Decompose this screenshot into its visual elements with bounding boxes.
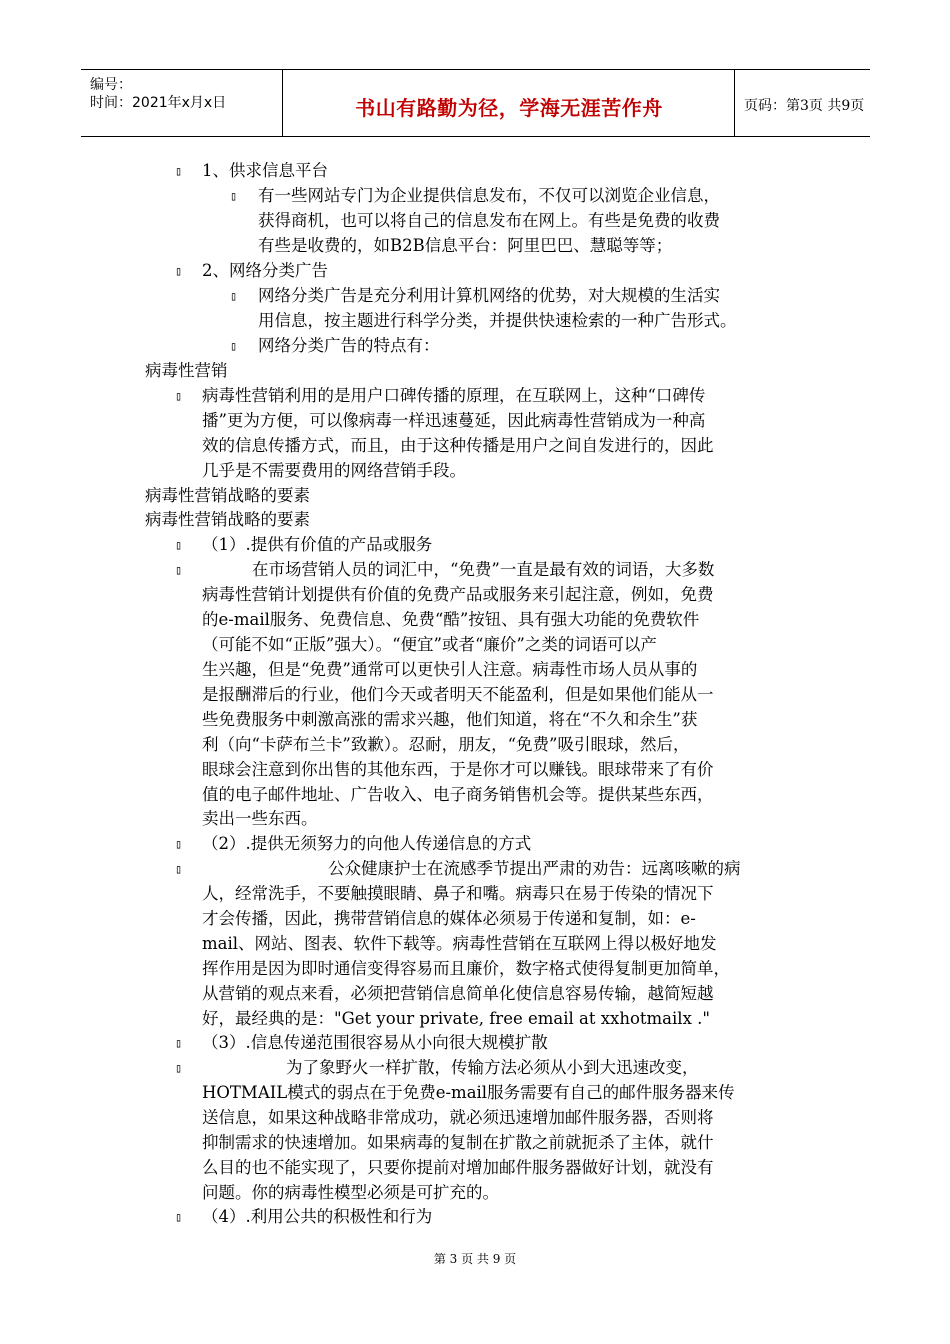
element1-line: 眼球会注意到你出售的其他东西，于是你才可以赚钱。眼球带来了有价: [202, 760, 714, 779]
bullet-icon: ▯: [230, 189, 238, 203]
bullet-icon: ▯: [175, 264, 183, 278]
element1-line: 卖出一些东西。: [202, 809, 318, 828]
element3-title: （3）.信息传递范围很容易从小向很大规模扩散: [202, 1033, 548, 1052]
element1-line: 利（向“卡萨布兰卡”致歉）。忍耐，朋友，“免费”吸引眼球，然后，: [202, 735, 690, 754]
number-label: 编号：: [90, 77, 132, 93]
element2-line: mail、网站、图表、软件下载等。病毒性营销在互联网上得以极好地发: [202, 934, 717, 953]
item1-line: 获得商机，也可以将自己的信息发布在网上。有些是免费的收费: [258, 211, 720, 230]
page-header: [81, 69, 870, 137]
bullet-icon: ▯: [230, 289, 238, 303]
section-heading: 病毒性营销战略的要素: [145, 510, 310, 529]
element2-title: （2）.提供无须努力的向他人传递信息的方式: [202, 834, 532, 853]
header-page-cell: [735, 70, 870, 136]
header-motto-cell: [283, 70, 735, 136]
element3-line: 抑制需求的快速增加。如果病毒的复制在扩散之前就扼杀了主体，就什: [202, 1133, 714, 1152]
element1-line: 生兴趣，但是“免费”通常可以更快引人注意。病毒性市场人员从事的: [202, 660, 698, 679]
element1-line: （可能不如“正版”强大）。“便宜”或者“廉价”之类的词语可以产: [202, 635, 657, 654]
element2-line: 挥作用是因为即时通信变得容易而且廉价，数字格式使得复制更加简单，: [202, 959, 730, 978]
element2-line: 公众健康护士在流感季节提出严肃的劝告：远离咳嗽的病: [328, 859, 741, 878]
bullet-icon: ▯: [175, 164, 183, 178]
element3-line: 送信息，如果这种战略非常成功，就必须迅速增加邮件服务器，否则将: [202, 1108, 714, 1127]
item2-note: 网络分类广告的特点有：: [258, 336, 440, 355]
page-footer: 第 3 页 共 9 页: [433, 1252, 517, 1266]
item1-line: 有一些网站专门为企业提供信息发布，不仅可以浏览企业信息，: [258, 186, 720, 205]
item2-title: 2、网络分类广告: [202, 261, 328, 280]
time-label: 时间：2021年x月x日: [90, 95, 227, 111]
element1-line: 值的电子邮件地址、广告收入、电子商务销售机会等。提供某些东西，: [202, 785, 714, 804]
element3-line: 为了象野火一样扩散，传输方法必须从小到大迅速改变，: [286, 1058, 699, 1077]
viral-line: 几乎是不需要费用的网络营销手段。: [202, 461, 466, 480]
header-page-info: 页码：第3页 共9页: [744, 98, 865, 114]
viral-line: 效的信息传播方式，而且，由于这种传播是用户之间自发进行的，因此: [202, 436, 714, 455]
bullet-icon: ▯: [175, 563, 183, 577]
bullet-icon: ▯: [175, 862, 183, 876]
element3-line: 么目的也不能实现了，只要你提前对增加邮件服务器做好计划，就没有: [202, 1158, 714, 1177]
bullet-icon: ▯: [175, 837, 183, 851]
element2-line: 从营销的观点来看，必须把营销信息简单化使信息容易传输，越简短越: [202, 984, 714, 1003]
bullet-icon: ▯: [175, 538, 183, 552]
viral-line: 播”更为方便，可以像病毒一样迅速蔓延，因此病毒性营销成为一种高: [202, 411, 706, 430]
element1-line: 在市场营销人员的词汇中，“免费”一直是最有效的词语，大多数: [252, 560, 715, 579]
element1-title: （1）.提供有价值的产品或服务: [202, 535, 433, 554]
element1-line: 些免费服务中刺激高涨的需求兴趣，他们知道，将在“不久和余生”获: [202, 710, 698, 729]
item2-line: 用信息，按主题进行科学分类，并提供快速检索的一种广告形式。: [258, 311, 737, 330]
viral-line: 病毒性营销利用的是用户口碑传播的原理，在互联网上，这种“口碑传: [202, 386, 706, 405]
section-heading: 病毒性营销战略的要素: [145, 486, 310, 505]
element1-line: 病毒性营销计划提供有价值的免费产品或服务来引起注意，例如，免费: [202, 585, 714, 604]
element2-line: 才会传播，因此，携带营销信息的媒体必须易于传递和复制，如：e-: [202, 909, 696, 928]
bullet-icon: ▯: [175, 1061, 183, 1075]
element3-line: HOTMAIL模式的弱点在于免费e-mail服务需要有自己的邮件服务器来传: [202, 1083, 735, 1102]
motto: 书山有路勤为径，学海无涯苦作舟: [355, 96, 663, 120]
element2-line: 人，经常洗手，不要触摸眼睛、鼻子和嘴。病毒只在易于传染的情况下: [202, 884, 714, 903]
element1-line: 是报酬滞后的行业，他们今天或者明天不能盈利，但是如果他们能从一: [202, 685, 714, 704]
bullet-icon: ▯: [175, 389, 183, 403]
element2-line: 好，最经典的是："Get your private, free email at xxhotmailx .": [202, 1009, 710, 1028]
section-heading: 病毒性营销: [145, 361, 228, 380]
bullet-icon: ▯: [175, 1036, 183, 1050]
element1-line: 的e-mail服务、免费信息、免费“酷”按钮、具有强大功能的免费软件: [202, 610, 700, 629]
bullet-icon: ▯: [230, 339, 238, 353]
item1-title: 1、供求信息平台: [202, 161, 328, 180]
item1-line: 有些是收费的，如B2B信息平台：阿里巴巴、慧聪等等；: [258, 236, 673, 255]
item2-line: 网络分类广告是充分利用计算机网络的优势，对大规模的生活实: [258, 286, 720, 305]
element3-line: 问题。你的病毒性模型必须是可扩充的。: [202, 1183, 499, 1202]
element4-title: （4）.利用公共的积极性和行为: [202, 1207, 433, 1226]
bullet-icon: ▯: [175, 1210, 183, 1224]
header-meta-cell: [81, 70, 283, 136]
